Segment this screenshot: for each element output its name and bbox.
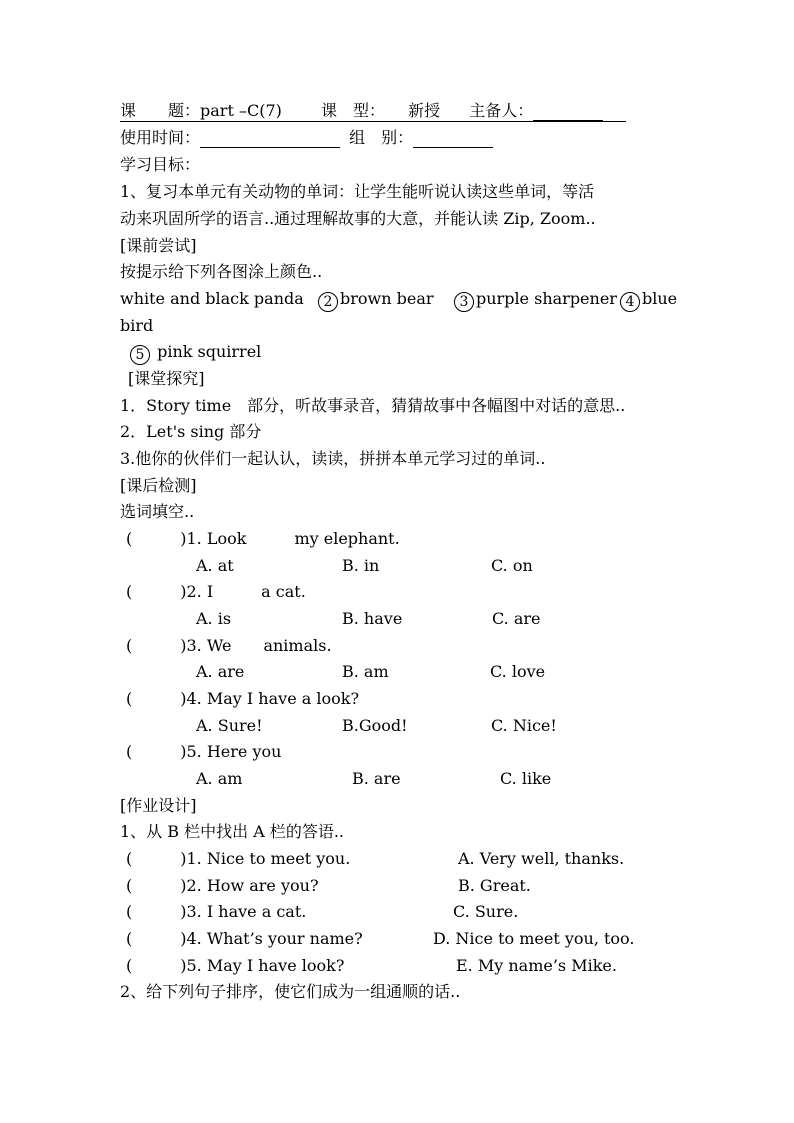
in-class-line-2: 2．Let's sing 部分: [120, 422, 262, 441]
color-item-1: white and black panda: [120, 289, 304, 308]
question-1-option-a: A. at: [196, 556, 234, 575]
in-class-line-1: 1．Story time 部分，听故事录音，猜猜故事中各幅图中对话的意思..: [120, 396, 626, 415]
answer-paren[interactable]: ( ): [126, 956, 187, 975]
match-question: 5. May I have look?: [186, 956, 345, 975]
time-blank: [200, 129, 340, 148]
match-row-5: [126, 956, 344, 976]
question-4-option-c: C. Nice!: [491, 716, 557, 735]
match-answer-d: D. Nice to meet you, too.: [433, 929, 635, 948]
circled-number-4: 4: [620, 292, 640, 312]
color-item-3-text: purple sharpener: [476, 289, 617, 308]
question-stem: 2. I a cat.: [186, 582, 306, 601]
question-stem: 5. Here you: [186, 742, 282, 761]
header-line-2: [120, 128, 493, 148]
question-3-option-b: B. am: [342, 662, 389, 681]
topic-label: 课 题：: [120, 101, 201, 120]
question-2-option-b: B. have: [342, 609, 403, 628]
header-underline: [120, 101, 626, 122]
answer-paren[interactable]: ( ): [126, 689, 187, 708]
match-row-1: [126, 849, 350, 869]
answer-paren[interactable]: ( ): [126, 636, 187, 655]
homework-part-1: 1、从 B 栏中找出 A 栏的答语..: [120, 822, 345, 841]
topic-value: part –C(7): [200, 101, 282, 120]
question-5-option-b: B. are: [352, 769, 401, 788]
question-5: [126, 742, 281, 762]
color-item-5-text: pink squirrel: [152, 342, 262, 361]
match-question: 2. How are you?: [186, 876, 319, 895]
match-answer-c: C. Sure.: [453, 902, 519, 921]
type-value: 新授: [408, 101, 441, 120]
color-item-4: [620, 289, 677, 312]
match-answer-b: B. Great.: [458, 876, 531, 895]
match-question: 3. I have a cat.: [186, 902, 307, 921]
objectives-line-2: 动来巩固所学的语言..通过理解故事的大意，并能认读 Zip, Zoom..: [120, 209, 596, 228]
question-1-option-b: B. in: [342, 556, 380, 575]
circled-number-3: 3: [454, 292, 474, 312]
answer-paren[interactable]: ( ): [126, 902, 187, 921]
circled-number-5: 5: [130, 345, 150, 365]
after-class-instruction: 选词填空..: [120, 502, 195, 521]
question-2: [126, 582, 306, 602]
color-item-2: [318, 289, 434, 312]
question-2-option-a: A. is: [196, 609, 232, 628]
time-label: 使用时间：: [120, 128, 201, 147]
circled-number-2: 2: [318, 292, 338, 312]
match-answer-e: E. My name’s Mike.: [456, 956, 617, 975]
group-blank: [413, 129, 493, 148]
match-answer-a: A. Very well, thanks.: [458, 849, 625, 868]
question-4-option-b: B.Good!: [342, 716, 408, 735]
question-3: [126, 636, 332, 656]
question-1-option-c: C. on: [491, 556, 533, 575]
in-class-line-3: 3.他你的伙伴们一起认认，读读，拼拼本单元学习过的单词..: [120, 449, 546, 468]
objectives-line-1: 1、复习本单元有关动物的单词：让学生能听说认读这些单词，等活: [120, 182, 595, 201]
after-class-heading: [课后检测]: [120, 476, 197, 495]
color-item-5: [130, 342, 261, 365]
color-item-4-cont: bird: [120, 316, 154, 335]
homework-part-2: 2、给下列句子排序，使它们成为一组通顺的话..: [120, 982, 461, 1001]
in-class-heading: [课堂探究]: [128, 369, 205, 388]
homework-heading: [作业设计]: [120, 796, 197, 815]
color-item-2-text: brown bear: [340, 289, 434, 308]
answer-paren[interactable]: ( ): [126, 849, 187, 868]
question-2-option-c: C. are: [492, 609, 541, 628]
group-label: 组 别：: [349, 128, 414, 147]
question-3-option-a: A. are: [196, 662, 245, 681]
question-stem: 1. Look my elephant.: [186, 529, 400, 548]
objectives-heading: 学习目标：: [120, 155, 201, 174]
color-item-3: [454, 289, 617, 312]
pre-class-heading: [课前尝试]: [120, 236, 197, 255]
color-item-4-text: blue: [642, 289, 678, 308]
match-question: 4. What’s your name?: [186, 929, 363, 948]
answer-paren[interactable]: ( ): [126, 929, 187, 948]
question-3-option-c: C. love: [490, 662, 546, 681]
answer-paren[interactable]: ( ): [126, 582, 187, 601]
question-1: [126, 529, 400, 549]
answer-paren[interactable]: ( ): [126, 742, 187, 761]
preparer-label: 主备人：: [469, 101, 534, 120]
question-4: [126, 689, 359, 709]
question-4-option-a: A. Sure!: [196, 716, 263, 735]
question-stem: 3. We animals.: [186, 636, 332, 655]
type-label: 课 型：: [320, 101, 385, 120]
question-5-option-c: C. like: [500, 769, 552, 788]
question-stem: 4. May I have a look?: [186, 689, 360, 708]
pre-class-instruction: 按提示给下列各图涂上颜色..: [120, 262, 323, 281]
match-row-2: [126, 876, 319, 896]
match-row-3: [126, 902, 306, 922]
question-5-option-a: A. am: [196, 769, 243, 788]
answer-paren[interactable]: ( ): [126, 876, 187, 895]
match-row-4: [126, 929, 363, 949]
answer-paren[interactable]: ( ): [126, 529, 187, 548]
match-question: 1. Nice to meet you.: [186, 849, 351, 868]
